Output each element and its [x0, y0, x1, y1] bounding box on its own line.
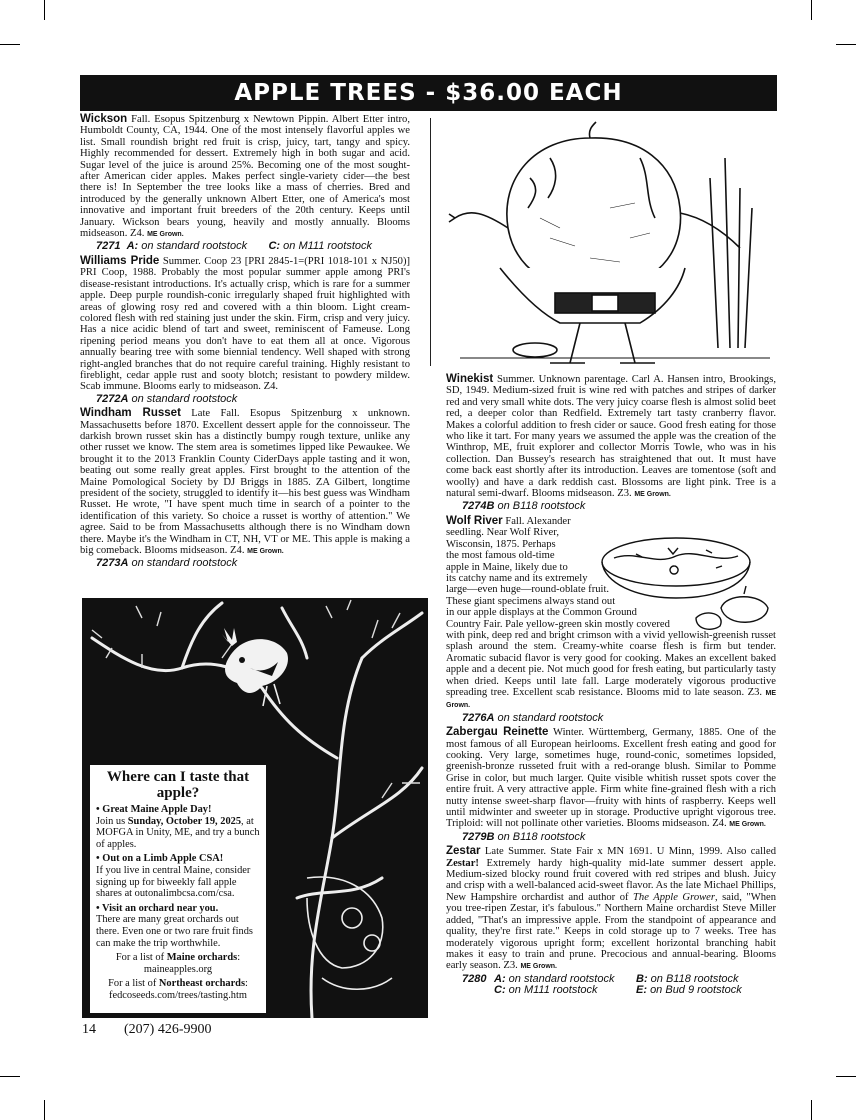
sidebar-text: For a list of: [108, 978, 157, 990]
right-column: [446, 374, 776, 1000]
option-text: on M111 rootstock: [283, 240, 373, 253]
order-code: 7280: [462, 972, 487, 985]
order-line: [96, 558, 410, 569]
option-text: on Bud 9 rootstock: [650, 984, 742, 997]
order-line: [462, 501, 776, 512]
me-grown-badge: ME Grown.: [634, 491, 671, 499]
variety-alias: Zestar!: [446, 857, 479, 869]
variety-description: Fall. Esopus Spitzenburg x Newtown Pippin. Albert Etter intro, Humboldt County, CA, 1944. One of the most intensely flavorful apples we list. Small roundish bright red fruit is crisp, juicy, tart, tangy and spicy. Highly recommended for dessert. Extremely high in both sugar and acid. Sugar level of the juice is around 25%. Becoming one of the most sought-after American cider apples. Makes perfect single-variety cider—the best there is! In September the tree looks like a mass of cherries. Bred and introduced by the generally unknown Albert Etter, one of America's most innovative and important fruit breeders of the 20th century. Keeps until January. Wickson bears young, heavily and mostly annually. Blooms midseason. Z4.: [80, 114, 410, 240]
variety-name: Winekist: [446, 373, 494, 385]
option-text: on B118 rootstock: [497, 500, 586, 513]
sidebar-text: There are many great orchards out there. Even one or two rare fruit finds can make the trip worthwhile.: [96, 914, 253, 949]
option-text: on M111 rootstock: [508, 984, 598, 997]
variety-description: Extremely hardy high-quality mid-late summer dessert apple. Medium-sized blocky round fruit covered with red stripes and blush. Juicy and crisp with a well-balanced acid-sweet flavor. As the late Michael Phillips, New Hampshire orchardist and author of: [446, 857, 776, 903]
sidebar-text: , at MOFGA in Unity, ME, and try a bunch of apples.: [96, 815, 260, 850]
option-text: on standard rootstock: [497, 711, 604, 724]
order-line: [462, 832, 776, 843]
option-letter: B:: [636, 972, 648, 985]
variety-name: Windham Russet: [80, 407, 181, 420]
crop-mark: [836, 44, 856, 45]
wolf-line: apple in Maine, likely due to: [446, 561, 568, 573]
order-line: [96, 241, 410, 252]
variety-description: Late Fall. Esopus Spitzenburg x unknown. Massachusetts before 1870. Excellent dessert apple for the connoisseur. The darkish brown russet skin has a distinctly bumpy rough texture, unlike any other russet we know. The stem area is sometimes lipped like Pewaukee. We brought it to the 2013 Franklin County CiderDays apple tasting and it won, beating out some really great apples. First brought to the attention of the Maine Pomological Society by DJ Briggs in 1885. ZA Gilbert, longtime president of the society, struggled to identify it—his best guess was Windham Russet. He wrote, "I have spent much time in search of a pointer to the identification of this variety. So choice a russet is worthy of attention." We agree. Said to be from Massachusetts although there is no Windham down there. Maybe it's the Windham in CT, NH, VT or ME. This apple is making a big comeback. Blooms midseason. Z4.: [80, 408, 410, 557]
left-column: [80, 114, 410, 573]
me-grown-badge: ME Grown.: [446, 689, 776, 710]
variety-description: with pink, deep red and bright crimson with a vivid yellowish-greenish russet splash around the stem. Creamy-white coarse flesh is firm but tender. Aromatic subacid flavor is very good for cooking. Makes an excellent baked apple and a decent pie. Not much good for fresh eating, but particularly tasty when dried. Keeps until late fall. Large moderately vigorous productive spreading tree. Excellent scab resistance. Blooms mid to late season. Z3.: [446, 629, 776, 698]
order-code: 7271: [96, 240, 121, 253]
phone-number: (207) 426-9900: [124, 1022, 212, 1037]
tasting-sidebar: [88, 763, 268, 1015]
option-letter: A:: [126, 240, 139, 253]
variety-name: Zestar: [446, 845, 481, 858]
variety-name: Williams Pride: [80, 254, 160, 267]
variety-zabergau-reinette: [446, 727, 776, 831]
option-text: on standard rootstock: [131, 557, 238, 570]
option-text: on standard rootstock: [141, 240, 248, 253]
northeast-orchards-url[interactable]: fedcoseeds.com/trees/tasting.htm: [109, 989, 247, 1001]
sidebar-item-apple-day: [96, 804, 260, 850]
wolf-line: Fall. Alexander: [505, 515, 571, 527]
sidebar-item-heading: • Visit an orchard near you.: [96, 902, 219, 914]
option-letter: E:: [636, 984, 647, 997]
order-code: 7274B: [462, 500, 495, 513]
maine-orchards-url[interactable]: maineapples.org: [143, 963, 213, 975]
sidebar-text: Maine orchards: [166, 952, 238, 964]
me-grown-badge: ME Grown.: [147, 231, 184, 239]
variety-name: Wolf River: [446, 514, 503, 527]
sidebar-text: If you live in central Maine, consider signing up for biweekly fall apple shares at outonalimbcsa.com/csa.: [96, 864, 251, 900]
wolf-line: Wisconsin, 1875. Perhaps: [446, 538, 556, 550]
option-text: on standard rootstock: [508, 972, 615, 985]
book-title: The Apple Grower: [633, 891, 716, 903]
variety-zestar: [446, 846, 776, 972]
variety-winekist: [446, 374, 776, 500]
wolf-line: seedling. Near Wolf River,: [446, 527, 559, 539]
variety-williams-pride: [80, 256, 410, 393]
order-code: 7273A: [96, 557, 129, 570]
crop-mark: [44, 0, 45, 20]
me-grown-badge: ME Grown.: [247, 548, 284, 556]
order-code: 7276A: [462, 711, 495, 724]
sidebar-item-orchard: [96, 903, 260, 949]
wolf-line: Country Fair. Pale yellow-green skin mostly covered: [446, 618, 670, 630]
order-block: [462, 974, 776, 997]
variety-wickson: [80, 114, 410, 240]
option-text: on standard rootstock: [131, 392, 238, 405]
column-divider: [430, 118, 431, 366]
option-letter: C:: [494, 984, 506, 997]
page-banner: APPLE TREES - $36.00 EACH: [80, 75, 777, 111]
sidebar-text: :: [245, 978, 248, 990]
me-grown-badge: ME Grown.: [729, 821, 766, 829]
wolf-line: large—even huge—round-oblate fruit.: [446, 584, 610, 596]
maine-orchards-link: [96, 952, 260, 975]
sidebar-text: :: [237, 952, 241, 964]
variety-description: Late Summer. State Fair x MN 1691. U Minn, 1999. Also called: [484, 846, 776, 858]
page-footer: [82, 1022, 240, 1038]
variety-name: Zabergau Reinette: [446, 726, 549, 739]
variety-windham-russet: [80, 408, 410, 557]
crop-mark: [811, 0, 812, 20]
northeast-orchards-link: [96, 978, 260, 1001]
wolf-line: These giant specimens always stand out: [446, 595, 616, 607]
option-text: on B118 rootstock: [650, 972, 739, 985]
variety-wolf-river-cont: [446, 630, 776, 712]
variety-description: Summer. Unknown parentage. Carl A. Hansen intro, Brookings, SD, 1949. Medium-sized fruit is wine red with patches and stripes of darker red and very small white dots. The very juicy coarse flesh is almost solid beet red, a deeper color than Redfield. Extremely tart tasty cranberry flavor. Makes a colorful addition to fresh cider or sauce. Good fresh eating for those who like it tart. For many years we assumed the apple was the creation of the Winthrop, ME, fruit explorer and collector Morris Towle, who was in his collection. Dan Bussey's research has straightened that out. It must have come back east shortly after its introduction. Leaves are tomentose (soft and woolly) and have a dark reddish cast. Blossoms are light pink. Tree is a natural semi-dwarf. Blooms midseason. Z3.: [446, 374, 776, 500]
wolf-line: its catchy name and its extremely: [446, 572, 588, 584]
order-code: 7279B: [462, 830, 495, 843]
option-text: on B118 rootstock: [497, 830, 586, 843]
event-date: Sunday, October 19, 2025: [127, 815, 242, 827]
sidebar-item-heading: • Great Maine Apple Day!: [96, 804, 212, 815]
option-letter: A:: [494, 972, 506, 985]
order-line: [462, 713, 776, 724]
wolf-line: the most famous old-time: [446, 550, 555, 562]
apple-man-illustration: [440, 118, 780, 368]
sidebar-text: Northeast orchards: [158, 978, 246, 990]
variety-description: , said, "When you tree-ripen Zestar, it's fabulous." Northern Maine orchardist Steve Miller added, "That's an impressive apple. From the standpoint of appearance and quality, they're first rate." Keeps in cold storage up to 7 weeks. Tree has moderately vigorous upright form; excellent horizontal branching habit makes it easy to train and prune. Precocious and annual-bearing. Blooms early season. Z3.: [446, 891, 776, 972]
crop-mark: [836, 1076, 856, 1077]
sidebar-text: For a list of: [115, 952, 165, 964]
variety-description: Summer. Coop 23 [PRI 2845-1=(PRI 1018-101 x NJ50)] PRI Coop, 1988. Probably the most popular summer apple among PRI's disease-resistant introductions. It's actually crisp, which is rare for a summer apple. Deep purple roundish-conic irregularly shaped fruit highlighted with areas of glowing rosy red and covered with a thin bloom. Light cream-colored flesh with red staining just under the skin. Firm, crisp and very juicy. Has a nice acidic blend of tart and sweet, reminiscent of Fameuse. Long ripening period means you don't have to eat them all at once. Vigorous annually bearing tree with some biennial tendency. Well shaped with strong right-angled branches that do not require careful training. Highly resistant to fireblight, cedar apple rust and sooty blotch; resistant to powdery mildew. Scab immune. Blooms early to midseason. Z4.: [80, 255, 411, 393]
option-letter: C:: [268, 240, 281, 253]
order-line: [96, 394, 410, 405]
variety-name: Wickson: [80, 113, 128, 125]
crop-mark: [0, 44, 20, 45]
sidebar-item-heading: • Out on a Limb Apple CSA!: [96, 853, 224, 865]
sidebar-item-csa: [96, 853, 260, 899]
sidebar-text: Join us: [96, 815, 126, 827]
order-code: 7272A: [96, 392, 129, 405]
me-grown-badge: ME Grown.: [520, 963, 557, 971]
variety-description: Winter. Württemberg, Germany, 1885. One of the most famous of all European heirlooms. Excellent fresh eating and good for cooking. Very large, sometimes huge, round-conic, sometimes lopsided, greenish-bronze russeted fruit with a red-orange blush. Similar to Pomme Grise in color, but much larger. Quite visible whitish russet spots cover the entire fruit. A very attractive apple. Firm white fine-grained flesh with a rich nutty intense sweet-sharp flavor—fruity with hints of raspberry. Keeps well until midwinter and sweeter up in storage. Productive upright vigorous tree. Triploid: will not pollinate other varieties. Blooms midseason. Z4.: [446, 727, 777, 830]
sidebar-title: Where can I taste that apple?: [106, 769, 250, 801]
wolf-line: in our apple displays at the Common Ground: [446, 607, 637, 619]
page-number: 14: [82, 1022, 96, 1037]
crop-mark: [44, 1100, 45, 1120]
crop-mark: [0, 1076, 20, 1077]
pie-illustration: [596, 528, 778, 634]
crop-mark: [811, 1100, 812, 1120]
